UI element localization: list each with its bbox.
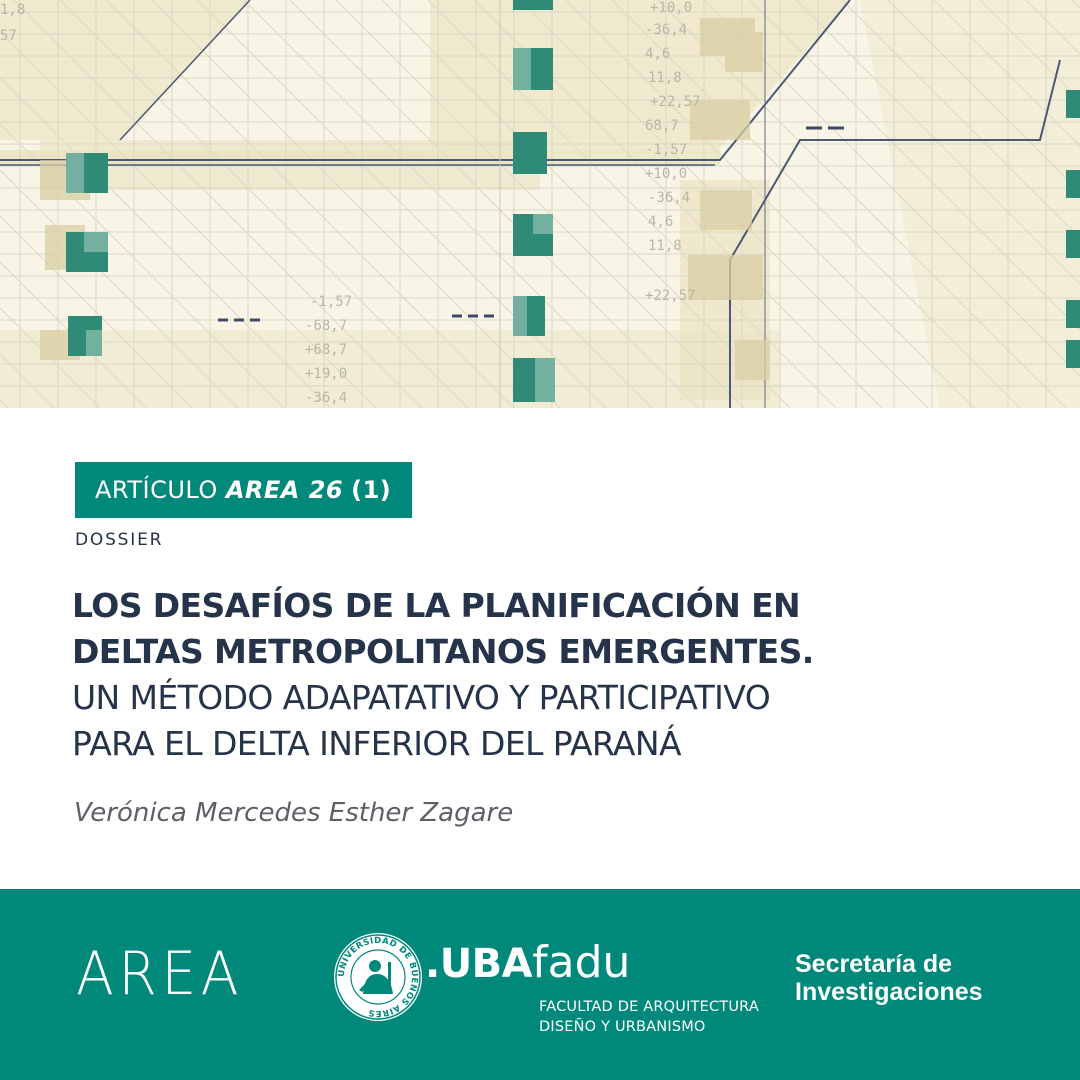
secretaria-line-1: Secretaría de	[795, 950, 953, 978]
plan-annotation: +10,0	[645, 166, 688, 182]
plan-annotation: +10,0	[650, 0, 693, 16]
plan-annotation: -68,7	[305, 318, 348, 334]
title-light-line-1: UN MÉTODO ADAPATATIVO Y PARTICIPATIVO	[72, 678, 771, 717]
article-title-main	[72, 583, 832, 675]
section-label: DOSSIER	[75, 530, 164, 550]
plan-annotation: 1,8	[0, 2, 26, 18]
area-logo: AREA	[76, 939, 244, 1009]
plan-annotation: 4,6	[645, 46, 671, 62]
author-name: Verónica Mercedes Esther Zagare	[74, 798, 514, 828]
faculty-line-2: DISEÑO Y URBANISMO	[539, 1019, 706, 1035]
secretaria-line-2: Investigaciones	[795, 978, 983, 1006]
article-subtitle	[72, 675, 832, 767]
uba-fadu-logo	[425, 937, 630, 988]
plan-annotation: -36,4	[648, 190, 691, 206]
article-tag-badge	[75, 462, 412, 518]
plan-annotation: 68,7	[645, 118, 679, 134]
svg-text:UNIVERSIDAD DE BUENOS AIRES: UNIVERSIDAD DE BUENOS AIRES	[336, 935, 420, 1019]
secretaria-logo	[795, 950, 983, 1006]
plan-annotation: -36,4	[305, 390, 348, 406]
plan-annotation: +22,57	[645, 288, 696, 304]
plan-annotation: 11,8	[648, 70, 682, 86]
article-tag-issue: (1)	[351, 476, 392, 504]
plan-annotation: +68,7	[305, 342, 348, 358]
plan-annotation: 57	[0, 28, 17, 44]
title-bold-line-2: DELTAS METROPOLITANOS EMERGENTES.	[72, 632, 814, 671]
plan-annotation: -36,4	[645, 22, 688, 38]
hero-plan-image	[0, 0, 1080, 408]
article-tag-journal: AREA 26	[225, 476, 344, 504]
uba-logo-light: fadu	[532, 937, 631, 988]
article-tag-prefix: ARTÍCULO	[95, 476, 218, 504]
plan-annotation: 4,6	[648, 214, 674, 230]
footer-band	[0, 889, 1080, 1080]
title-bold-line-1: LOS DESAFÍOS DE LA PLANIFICACIÓN EN	[72, 586, 801, 625]
plan-annotation: -1,57	[310, 294, 353, 310]
uba-seal-icon	[333, 932, 423, 1022]
uba-logo-bold: .UBA	[425, 941, 533, 987]
plan-annotation: 11,8	[648, 238, 682, 254]
faculty-line-1: FACULTAD DE ARQUITECTURA	[539, 999, 759, 1015]
faculty-name	[539, 997, 759, 1037]
plan-annotation: +22,57	[650, 94, 701, 110]
title-light-line-2: PARA EL DELTA INFERIOR DEL PARANÁ	[72, 724, 681, 763]
plan-annotation: -1,57	[645, 142, 688, 158]
plan-annotation: +19,0	[305, 366, 348, 382]
